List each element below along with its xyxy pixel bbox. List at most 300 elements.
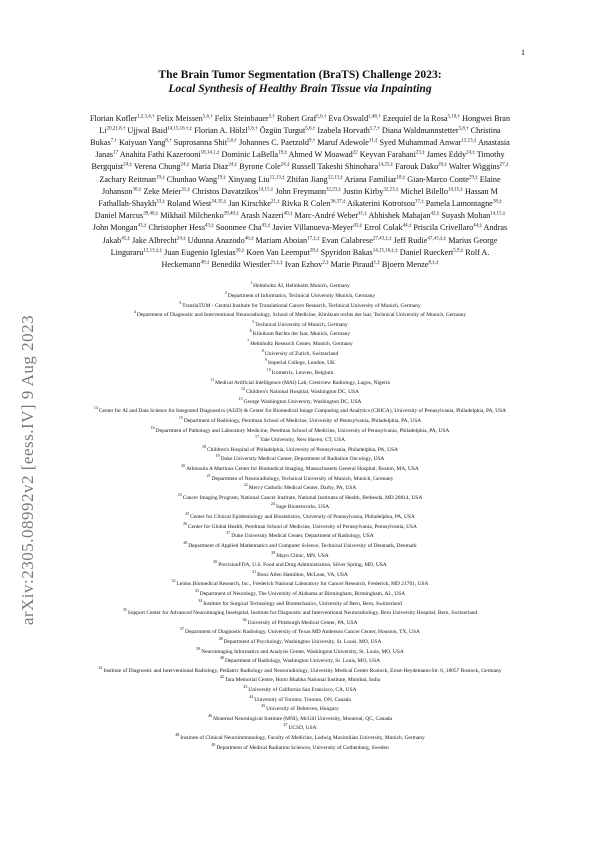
- author-affiliation-marks: 12,13,‡,‡: [143, 248, 163, 254]
- author-name: Syed Muhammad Anwar: [379, 138, 462, 148]
- affiliation: [88, 646, 512, 656]
- author: [95, 211, 158, 220]
- affiliation: [88, 377, 512, 387]
- author-affiliation-marks: 36,37,‡: [330, 199, 346, 205]
- author-affiliation-marks: 14,15,‡: [447, 187, 463, 193]
- author-name: Hongwei Bran Li: [99, 113, 511, 135]
- author: [90, 114, 155, 123]
- affiliation-text: Children's National Hospital, Washington DC, USA: [246, 388, 359, 395]
- affiliation-number: 8: [261, 347, 264, 353]
- author: [167, 199, 226, 208]
- affiliation: [88, 617, 512, 627]
- affiliation-number: 7: [247, 338, 250, 344]
- affiliation: [88, 694, 512, 704]
- author-name: Zhifan Jiang: [286, 174, 328, 184]
- author-affiliation-marks: 33,‡: [156, 199, 165, 205]
- author: [427, 150, 475, 159]
- affiliation-number: 41: [98, 664, 103, 670]
- author-name: Dominic LaBella: [221, 150, 279, 160]
- affiliation-number: 39: [196, 645, 201, 651]
- author-affiliation-marks: 5,10,†: [447, 114, 461, 119]
- author: [347, 199, 424, 208]
- author-affiliation-marks: 24,‡: [180, 162, 190, 168]
- affiliation-text: University of Pittsburgh Medical Center, PA, USA: [247, 619, 358, 626]
- author-affiliation-marks: 19,‡: [217, 174, 226, 180]
- author-affiliation-marks: 1,2,3,4,†: [137, 114, 155, 119]
- author: [228, 199, 279, 208]
- affiliation-text: Department of Psychology, Washington University, St. Louis, MO, USA: [223, 638, 382, 645]
- author-name: Priscila Crivellaro: [413, 223, 474, 233]
- author-affiliation-marks: 5,6,†: [305, 126, 316, 132]
- author: [191, 162, 237, 171]
- author: [288, 150, 357, 159]
- affiliation: [88, 473, 512, 483]
- author-name: Ahmed W Moawad: [288, 150, 353, 160]
- affiliation-number: 18: [202, 443, 207, 449]
- author-name: Florian Kofler: [89, 113, 138, 123]
- affiliation-number: 5: [252, 318, 255, 324]
- affiliation-text: Department of Informatics, Technical University Munich, Germany: [227, 292, 376, 299]
- author-name: Christopher Hess: [148, 223, 206, 233]
- author-affiliation-marks: 32,23,‡: [383, 187, 399, 193]
- author: [194, 126, 257, 135]
- affiliation: [88, 588, 512, 598]
- affiliation-text: UCSD, USA: [288, 725, 317, 732]
- author-affiliation-marks: 2,‡: [322, 260, 329, 266]
- affiliation: [88, 492, 512, 502]
- affiliation: [88, 444, 512, 454]
- affiliation: [88, 578, 512, 588]
- affiliation-number: 33: [194, 587, 199, 593]
- affiliation-text: Department of Radiology, Perelman School of Medicine, University of Pennsylvania, Philadelphia, PA, USA: [183, 417, 422, 424]
- affiliation: [88, 655, 512, 665]
- affiliation: [88, 540, 512, 550]
- author-affiliation-marks: 43,‡: [261, 223, 271, 229]
- author-name: Kaiyuan Yang: [118, 138, 166, 148]
- author: [317, 126, 380, 135]
- author: [368, 211, 439, 220]
- author-name: Jeff Rudie: [393, 235, 428, 245]
- author-name: Christina Bukas: [90, 125, 501, 148]
- author-name: Suyash Mohan: [441, 211, 491, 221]
- author: [160, 211, 238, 220]
- affiliation-number: 24: [270, 501, 275, 507]
- author: [134, 162, 189, 171]
- affiliation-number: 35: [122, 607, 127, 613]
- affiliation-text: Department of Neurology, The University of Alabama at Birmingham, Birmingham, AL, USA: [199, 590, 406, 597]
- affiliation: [88, 626, 512, 636]
- affiliation-text: University of California San Francisco, CA, USA: [248, 686, 357, 693]
- author-affiliation-marks: 44,‡: [402, 223, 412, 229]
- author-name: Eva Oswald: [328, 113, 369, 123]
- affiliation-number: 17: [254, 434, 259, 440]
- author: [157, 114, 213, 123]
- author: [292, 162, 394, 171]
- author: [275, 187, 341, 196]
- author-affiliation-marks: 39,40,‡: [143, 211, 159, 217]
- affiliation: [88, 742, 512, 752]
- author-name: Abhishek Mahajan: [368, 211, 431, 221]
- author-name: Rolf A. Heckemann: [161, 247, 490, 269]
- author-name: Elaine Johanson: [102, 174, 501, 196]
- author-name: Farouk Dako: [395, 162, 439, 172]
- author-affiliation-marks: 1,48,†: [368, 114, 381, 119]
- author: [215, 114, 275, 123]
- affiliation-text: Tata Memorial Centre, Homi Bhabha National Institute, Mumbai, India: [224, 677, 381, 684]
- author-affiliation-marks: 5,7,†: [369, 126, 380, 132]
- author-name: Rivka R Colen: [281, 199, 331, 209]
- affiliation-text: Klinikum Rechts der Isar, Munich, Germany: [252, 331, 351, 338]
- author: [164, 248, 244, 257]
- author: [119, 138, 172, 147]
- affiliation: [88, 290, 512, 300]
- author: [395, 162, 447, 171]
- affiliation: [88, 405, 512, 415]
- author-affiliation-marks: 14,15,‡: [490, 211, 506, 217]
- author: [364, 223, 411, 232]
- author: [228, 175, 285, 184]
- author: [449, 162, 509, 171]
- affiliation-number: 22: [243, 482, 248, 488]
- author-affiliation-marks: 29,‡: [468, 174, 478, 180]
- affiliation-text: Support Center for Advanced Neuroimaging Inselspital, Institute for Diagnostic and Interventional Neuroradiology, Bern University Hospital, Bern, Switzerland: [127, 609, 478, 616]
- affiliation-text: Imperial College, London, UK: [268, 360, 335, 367]
- affiliation-number: 4: [133, 309, 136, 315]
- author-name: Diana Waldmannstetter: [381, 125, 459, 135]
- author: [285, 260, 329, 269]
- author-name: Zeke Meier: [143, 186, 182, 196]
- affiliation-text: Department of Diagnostic Radiology, University of Texas MD Anderson Cancer Center, Houston, TX, USA: [185, 629, 420, 636]
- affiliation-number: 15: [178, 414, 183, 420]
- affiliation: [88, 521, 512, 531]
- author-name: Christos Davatzikos: [192, 186, 259, 196]
- author-name: Walter Wiggins: [448, 162, 500, 172]
- author-affiliation-marks: 5,6,†: [202, 114, 213, 119]
- affiliation-number: 6: [249, 328, 252, 334]
- author: [407, 175, 477, 184]
- author: [287, 175, 343, 184]
- author-affiliation-marks: 24,‡: [280, 162, 290, 168]
- author: [246, 248, 318, 257]
- author-name: Bjoern Menze: [381, 259, 429, 269]
- affiliation: [88, 511, 512, 521]
- affiliation-number: 46: [208, 712, 213, 718]
- author-affiliation-marks: 5,†: [268, 114, 275, 119]
- affiliation: [88, 550, 512, 560]
- affiliation: [88, 530, 512, 540]
- author-affiliation-marks: 17: [113, 150, 119, 156]
- author: [221, 150, 286, 159]
- affiliation-number: 48: [175, 732, 180, 738]
- author: [93, 223, 147, 232]
- affiliation: [88, 328, 512, 338]
- author: [188, 236, 254, 245]
- author-affiliation-marks: 5,6,†: [227, 138, 238, 144]
- author-name: James Eddy: [426, 150, 467, 160]
- author-name: Özgün Turgut: [259, 125, 306, 135]
- page-number: 1: [521, 48, 525, 57]
- author-name: Marie Piraud: [330, 259, 374, 269]
- author-affiliation-marks: 8,‡,‡: [428, 260, 439, 266]
- author: [344, 175, 405, 184]
- author-affiliation-marks: 40,‡: [283, 211, 293, 217]
- author-affiliation-marks: 19,‡: [278, 150, 287, 156]
- affiliation-text: Institute of Diagnostic and Interventional Radiology, Pediatric Radiology and Neuroradiology, University Medical Center Rostock, Ernst-Heydemann-Str. 6, 18057 Rostock, Germany: [103, 667, 502, 674]
- affiliation-list: [88, 280, 512, 751]
- author-name: Maria Diaz: [191, 162, 229, 172]
- author-affiliation-marks: 43,‡: [205, 223, 214, 229]
- affiliation-number: 11: [210, 376, 215, 382]
- affiliation-text: Technical University of Munich, Germany: [255, 321, 348, 328]
- affiliation-text: Department of Medical Radiation Sciences, University of Gothenburg, Sweden: [216, 744, 389, 751]
- author-name: Verena Chung: [133, 162, 181, 172]
- author-name: Maruf Adewole: [317, 138, 369, 148]
- author-affiliation-marks: 27,43,‡,‡: [372, 235, 392, 241]
- author: [321, 248, 398, 257]
- affiliation-text: Helmholtz AI, Helmholtz Munich, Germany: [253, 283, 350, 290]
- affiliation-number: 20: [181, 463, 186, 469]
- affiliation-number: 9: [265, 357, 268, 363]
- affiliation-text: Duke University Medical Center, Department of Radiology, USA: [231, 533, 374, 540]
- author: [127, 126, 192, 135]
- author-affiliation-marks: 26,‡: [438, 162, 447, 168]
- author-name: Anastasia Janas: [95, 138, 510, 160]
- affiliation-text: Athinoula A Martinos Center for Biomedical Imaging, Massachusetts General Hospital, Boston, MA, USA: [186, 465, 419, 472]
- affiliation-text: Center for AI and Data Science for Integrated Diagnostics (AI2D) & Center for Biomedical Image Computing and Analytics (CBICA), University of Pennsylvania, Philadelphia, PA, USA: [98, 408, 507, 415]
- author-name: Russell Takeshi Shinohara: [291, 162, 379, 172]
- author-name: Errol Colak: [364, 223, 403, 233]
- author-affiliation-marks: 14,15,16,†,‡: [167, 126, 193, 132]
- affiliation: [88, 674, 512, 684]
- author-name: Suprosanna Shit: [173, 138, 228, 148]
- author-name: Marc-André Weber: [294, 211, 359, 221]
- author-name: Mikhail Milchenko: [160, 211, 224, 221]
- author-list: [88, 112, 512, 270]
- affiliation-text: TranslaTUM - Central Institute for Translational Cancer Research, Technical University of Munich, Germany: [182, 302, 421, 309]
- author-name: John Mongan: [92, 223, 138, 233]
- affiliation-number: 14: [93, 405, 98, 411]
- author-affiliation-marks: 9,†: [308, 138, 316, 144]
- author-affiliation-marks: 11,‡: [368, 138, 378, 144]
- affiliation-text: Leidos Biomedical Research, Inc., Frederick National Laboratory for Cancer Research, Frederick, MD 21701, USA: [176, 581, 429, 588]
- author: [148, 223, 213, 232]
- affiliation-text: Center for Clinical Epidemiology and Biostatistics, University of Pennsylvania, Philadelphia, PA, USA: [190, 513, 415, 520]
- author: [383, 114, 460, 123]
- author: [272, 223, 362, 232]
- affiliation-text: Department of Neuroradiology, Technical University of Munich, Munich, Germany: [211, 475, 394, 482]
- affiliation-number: 30: [213, 559, 218, 565]
- author-affiliation-marks: 22: [352, 150, 358, 156]
- author-affiliation-marks: 47,43,‡,‡: [427, 235, 447, 241]
- author-name: Robert Graf: [276, 113, 317, 123]
- author-name: Daniel Marcus: [94, 211, 144, 221]
- affiliation-number: 36: [242, 616, 247, 622]
- author: [400, 187, 463, 196]
- author: [192, 187, 273, 196]
- affiliation-number: 28: [183, 539, 188, 545]
- author-affiliation-marks: 14,15,16,‡,‡: [372, 248, 398, 254]
- affiliation-number: 23: [177, 491, 182, 497]
- author-name: Benedikt Wiestler: [211, 259, 271, 269]
- affiliation-text: Duke University Medical Center, Department of Radiation Oncology, USA: [220, 456, 385, 463]
- affiliation-number: 2: [224, 290, 227, 296]
- affiliation-text: University of Debrecen, Hungary: [266, 706, 339, 713]
- author: [343, 187, 398, 196]
- author-name: Justin Kirby: [343, 186, 384, 196]
- affiliation: [88, 463, 512, 473]
- author: [400, 248, 463, 257]
- author: [256, 236, 320, 245]
- author: [132, 236, 186, 245]
- author-affiliation-marks: 42,‡: [430, 211, 440, 217]
- affiliation-number: 43: [243, 684, 248, 690]
- author-affiliation-marks: 27,‡: [499, 162, 509, 168]
- author-name: John Freymann: [275, 186, 327, 196]
- author-affiliation-marks: 7,†: [110, 138, 117, 144]
- affiliation-number: 27: [226, 530, 231, 536]
- author-name: Ezequiel de la Rosa: [382, 113, 448, 123]
- author: [282, 199, 346, 208]
- author-name: Ivan Ezhov: [284, 259, 323, 269]
- author-affiliation-marks: 5,8,†: [458, 126, 469, 132]
- author-affiliation-marks: 1,‡: [373, 260, 380, 266]
- affiliation-text: Yale University, New Haven, CT, USA: [259, 437, 346, 443]
- author-name: Ariana Familiar: [344, 174, 397, 184]
- author-name: Hassan M Fathallah-Shaykh: [98, 186, 498, 209]
- author-affiliation-marks: 41,‡: [358, 211, 367, 217]
- author-affiliation-marks: 18,14,1,‡: [200, 150, 220, 156]
- affiliation-number: 10: [266, 366, 271, 372]
- author: [295, 211, 367, 220]
- author-name: Mariam Aboian: [255, 235, 308, 245]
- author: [211, 260, 282, 269]
- affiliation: [88, 396, 512, 406]
- affiliation-number: 45: [261, 703, 266, 709]
- affiliation-text: Department of Radiology, Washington University, St. Louis, MO, USA: [224, 658, 381, 665]
- author-affiliation-marks: 39,40,‡: [223, 211, 239, 217]
- affiliation-text: Icometrix, Leuven, Belgium: [271, 369, 334, 376]
- author: [143, 187, 190, 196]
- affiliation-text: Center for Global Health, Perelman School of Medicine, University of Pennsylvania, Pennsylvania, USA: [188, 523, 417, 530]
- affiliation-text: Montreal Neurological Institute (MNI), McGill University, Montreal, QC, Canada: [213, 715, 392, 722]
- affiliation-number: 19: [215, 453, 220, 459]
- author-name: Izabela Horvath: [317, 125, 370, 135]
- author-affiliation-marks: 18,‡: [396, 174, 406, 180]
- affiliation-text: Booz Allen Hamilton, McLean, VA, USA: [257, 571, 348, 578]
- author: [380, 138, 477, 147]
- author: [426, 199, 502, 208]
- affiliation-number: 31: [252, 568, 257, 574]
- author-name: Xinyang Liu: [227, 174, 270, 184]
- author: [328, 114, 380, 123]
- affiliation-number: 29: [271, 549, 276, 555]
- affiliation-number: 13: [238, 395, 243, 401]
- affiliation-text: Mercy Catholic Medical Center, Darby, PA, USA: [248, 485, 357, 492]
- affiliation-number: 1: [250, 280, 253, 286]
- author-affiliation-marks: 19,‡: [156, 174, 165, 180]
- author-name: Daniel Rueckert: [399, 247, 454, 257]
- affiliation-text: Children's Hospital of Philadelphia, University of Pennsylvania, Philadelphia, PA, USA: [207, 446, 398, 453]
- author-name: Felix Meissen: [156, 113, 203, 123]
- author-affiliation-marks: 45,‡: [121, 235, 131, 241]
- affiliation: [88, 357, 512, 367]
- affiliation-text: University of Zurich, Switzerland: [264, 350, 339, 357]
- affiliation-number: 49: [211, 741, 216, 747]
- author-affiliation-marks: 37,‡: [414, 199, 424, 205]
- affiliation-text: Department of Pathology and Laboratory Medicine, Perelman School of Medicine, University of Pennsylvania, Philadelphia, PA, USA: [155, 427, 450, 434]
- affiliation-text: PrecisionFDA, U.S. Food and Drug Administration, Silver Spring, MD, USA: [218, 561, 387, 568]
- author: [240, 211, 292, 220]
- affiliation-text: Department of Diagnostic and Interventional Neuroradiology, School of Medicine, Klinikum rechts der Isar, Technical University of Munich, Germany: [136, 312, 467, 319]
- affiliation-number: 40: [219, 655, 224, 661]
- author: [174, 138, 237, 147]
- affiliation: [88, 482, 512, 492]
- author-affiliation-marks: 14,15,‡: [258, 187, 274, 193]
- author-affiliation-marks: 5,9,‡: [453, 248, 464, 254]
- affiliation: [88, 569, 512, 579]
- affiliation: [88, 636, 512, 646]
- author: [360, 150, 425, 159]
- arxiv-identifier-sidebar: [8, 230, 48, 710]
- affiliation: [88, 453, 512, 463]
- author-affiliation-marks: 44,‡: [473, 223, 482, 229]
- affiliation-number: 38: [218, 635, 223, 641]
- author-affiliation-marks: 31,‡: [181, 187, 191, 193]
- author-affiliation-marks: 14,25,‡: [378, 162, 394, 168]
- affiliation: [88, 713, 512, 723]
- author: [382, 260, 439, 269]
- author: [239, 162, 289, 171]
- affiliation: [88, 732, 512, 742]
- affiliation: [88, 348, 512, 358]
- affiliation-text: Medical Artificial Intelligence (MAI) Lab, Crestview Radiology, Lagos, Nigeria: [215, 379, 390, 386]
- affiliation: [88, 280, 512, 290]
- arxiv-identifier-text: arXiv:2305.08992v2 [eess.IV] 9 Aug 2023: [18, 314, 38, 626]
- author-name: Johannes C. Paetzold: [239, 138, 309, 148]
- affiliation-number: 44: [249, 693, 254, 699]
- affiliation: [88, 665, 512, 675]
- author-name: Zachary Reitman: [99, 174, 156, 184]
- affiliation-number: 34: [198, 597, 203, 603]
- author-affiliation-marks: 21,‡: [270, 199, 280, 205]
- affiliation-text: Institute of Clinical Neuroimmunology, Faculty of Medicine, Ludwig Maximilian University, Munich, Germany: [180, 734, 425, 741]
- author: [413, 223, 482, 232]
- affiliation-number: 25: [185, 511, 190, 517]
- author: [216, 223, 270, 232]
- author-name: Roland Wiest: [166, 199, 212, 209]
- affiliation-text: Mayo Clinic, MN, USA: [276, 552, 329, 559]
- author-affiliation-marks: 21,‡,‡: [270, 260, 283, 266]
- author-name: Marius George Linguraru: [110, 235, 498, 257]
- author-affiliation-marks: 43,‡: [137, 223, 147, 229]
- affiliation-text: Cancer Imaging Program, National Cancer Institute, National Institutes of Health, Bethesda, MD 20814, USA: [182, 494, 423, 501]
- author-name: Soonmee Cha: [215, 223, 262, 233]
- affiliation-number: 47: [283, 722, 288, 728]
- author-affiliation-marks: 24,‡: [176, 235, 186, 241]
- affiliation-number: 32: [171, 578, 176, 584]
- author: [382, 126, 469, 135]
- author: [120, 150, 220, 159]
- affiliation-text: Institute for Surgical Technology and Biomechanics, University of Bern, Bern, Switzerland: [203, 600, 402, 607]
- affiliation: [88, 425, 512, 435]
- author-name: Arash Nazeri: [240, 211, 284, 221]
- affiliation: [88, 319, 512, 329]
- affiliation-number: 21: [206, 472, 211, 478]
- author-name: Byrone Cole: [239, 162, 281, 172]
- author-name: Ujjwal Baid: [127, 125, 168, 135]
- affiliation: [88, 386, 512, 396]
- author-affiliation-marks: 12,13,‡: [269, 174, 285, 180]
